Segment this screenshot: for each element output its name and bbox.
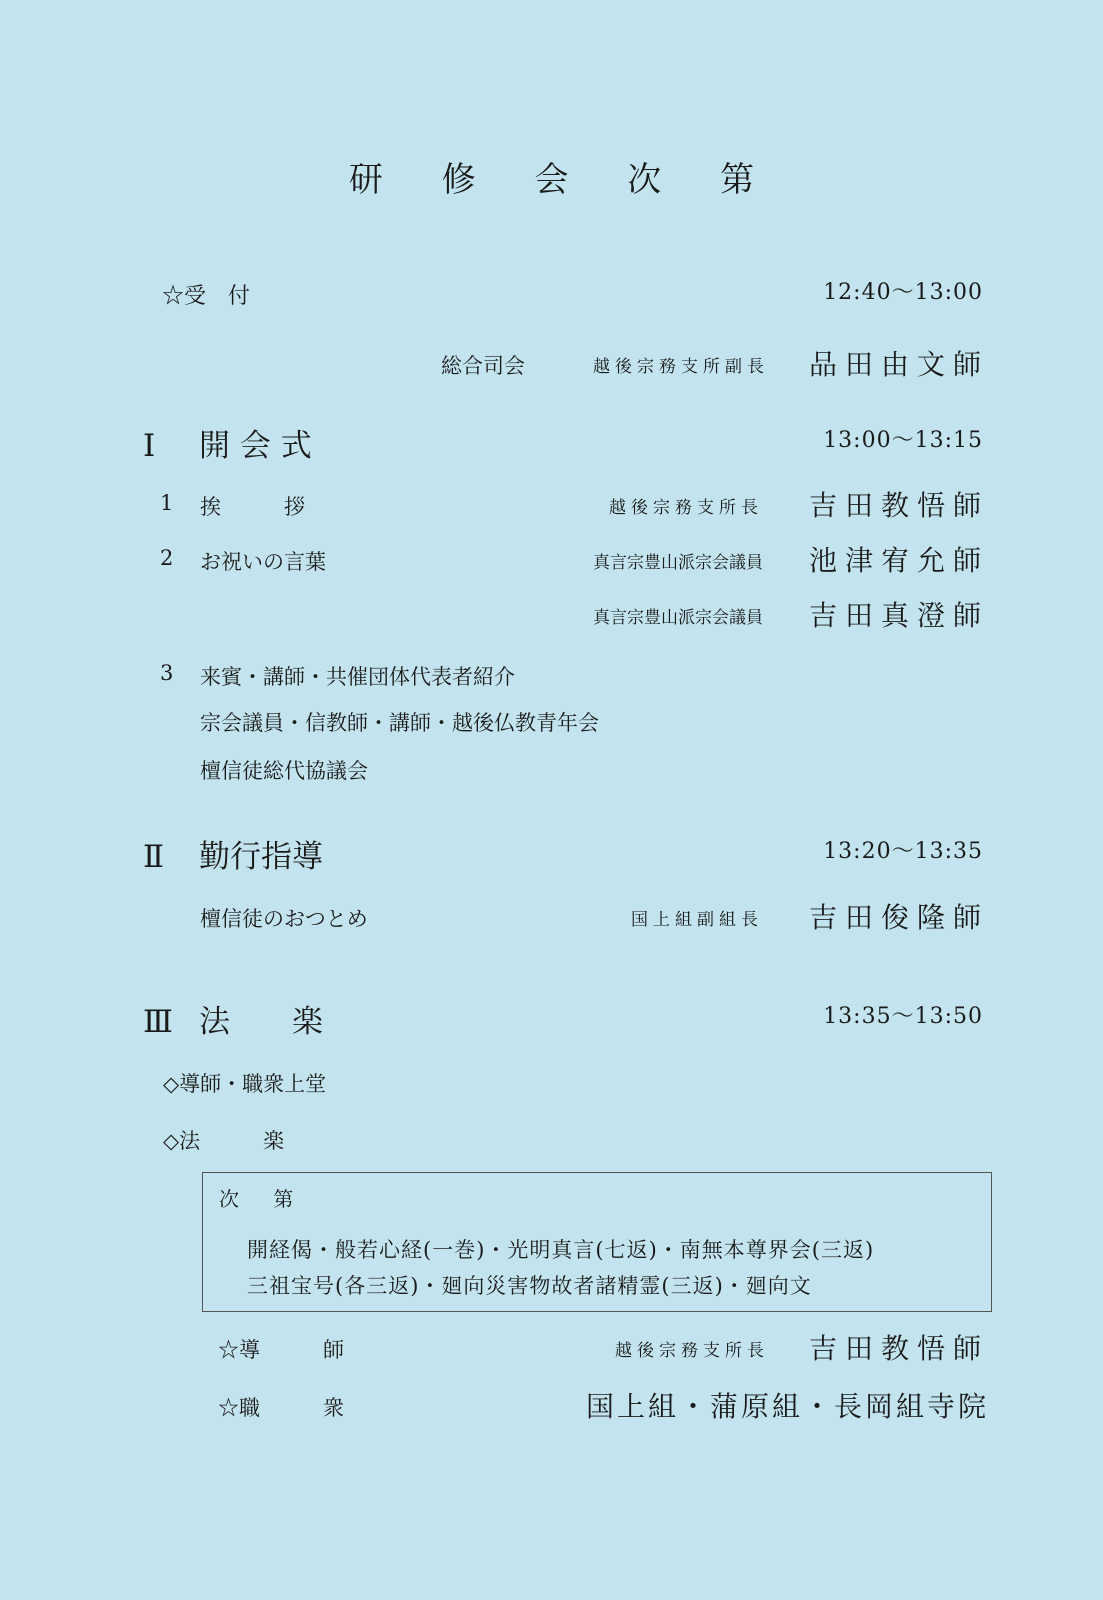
item-1-label: 挨 拶 bbox=[200, 495, 305, 519]
leader-role: 越後宗務支所長 bbox=[615, 1341, 769, 1361]
mc-name: 品田由文師 bbox=[808, 348, 989, 381]
section-3-title: 法 楽 bbox=[199, 1004, 323, 1040]
item-2b-role: 真言宗豊山派宗会議員 bbox=[593, 608, 763, 628]
section-3-heading bbox=[143, 996, 323, 1041]
item-2-name: 池津宥允師 bbox=[808, 544, 989, 577]
section-2-title: 勤行指導 bbox=[199, 839, 323, 875]
section-3-time: 13:35〜13:50 bbox=[823, 1004, 983, 1029]
reception-time: 12:40〜13:00 bbox=[823, 280, 983, 305]
section-2-time: 13:20〜13:35 bbox=[823, 839, 983, 864]
order-box bbox=[202, 1172, 992, 1312]
item-2-role: 真言宗豊山派宗会議員 bbox=[593, 553, 763, 573]
item-3-line2: 宗会議員・信教師・講師・越後仏教青年会 bbox=[200, 711, 599, 735]
order-box-line-2: 三祖宝号(各三返)・廻向災害物故者諸精霊(三返)・廻向文 bbox=[247, 1274, 812, 1298]
section-1-heading bbox=[143, 420, 312, 465]
leader-name: 吉田教悟師 bbox=[808, 1332, 989, 1365]
item-1-number: 1 bbox=[160, 491, 174, 515]
leader-label: ☆導 師 bbox=[218, 1338, 344, 1362]
section-2-item-role: 国上組副組長 bbox=[631, 910, 763, 930]
item-2-label: お祝いの言葉 bbox=[200, 550, 326, 574]
section-2-heading bbox=[143, 831, 323, 876]
item-1-name: 吉田教悟師 bbox=[808, 489, 989, 522]
clergy-name: 国上組・蒲原組・長岡組寺院 bbox=[585, 1390, 989, 1423]
reception-label: ☆受 付 bbox=[162, 284, 251, 309]
mc-role: 越後宗務支所副長 bbox=[593, 357, 769, 377]
item-2-number: 2 bbox=[160, 546, 174, 570]
bullet-hourak: ◇法 楽 bbox=[163, 1129, 285, 1153]
page-title: 研 修 会 次 第 bbox=[348, 160, 779, 200]
section-1-number: Ⅰ bbox=[143, 428, 156, 464]
item-3-number: 3 bbox=[160, 661, 174, 685]
section-1-title: 開 会 式 bbox=[199, 428, 312, 464]
section-2-item-name: 吉田俊隆師 bbox=[808, 901, 989, 934]
order-box-line-1: 開経偈・般若心経(一巻)・光明真言(七返)・南無本尊界会(三返) bbox=[247, 1238, 875, 1262]
section-2-number: Ⅱ bbox=[143, 839, 165, 875]
bullet-leader-entry: ◇導師・職衆上堂 bbox=[163, 1072, 327, 1096]
item-3-line3: 檀信徒総代協議会 bbox=[200, 759, 368, 783]
section-3-number: Ⅲ bbox=[143, 1004, 173, 1040]
item-3-label: 来賓・講師・共催団体代表者紹介 bbox=[200, 665, 515, 689]
item-2b-name: 吉田真澄師 bbox=[808, 599, 989, 632]
clergy-label: ☆職 衆 bbox=[218, 1396, 344, 1420]
item-1-role: 越後宗務支所長 bbox=[609, 498, 763, 518]
mc-label: 総合司会 bbox=[441, 354, 525, 378]
section-1-time: 13:00〜13:15 bbox=[823, 428, 983, 453]
order-box-header: 次 第 bbox=[219, 1187, 308, 1211]
section-2-item-label: 檀信徒のおつとめ bbox=[200, 907, 368, 931]
